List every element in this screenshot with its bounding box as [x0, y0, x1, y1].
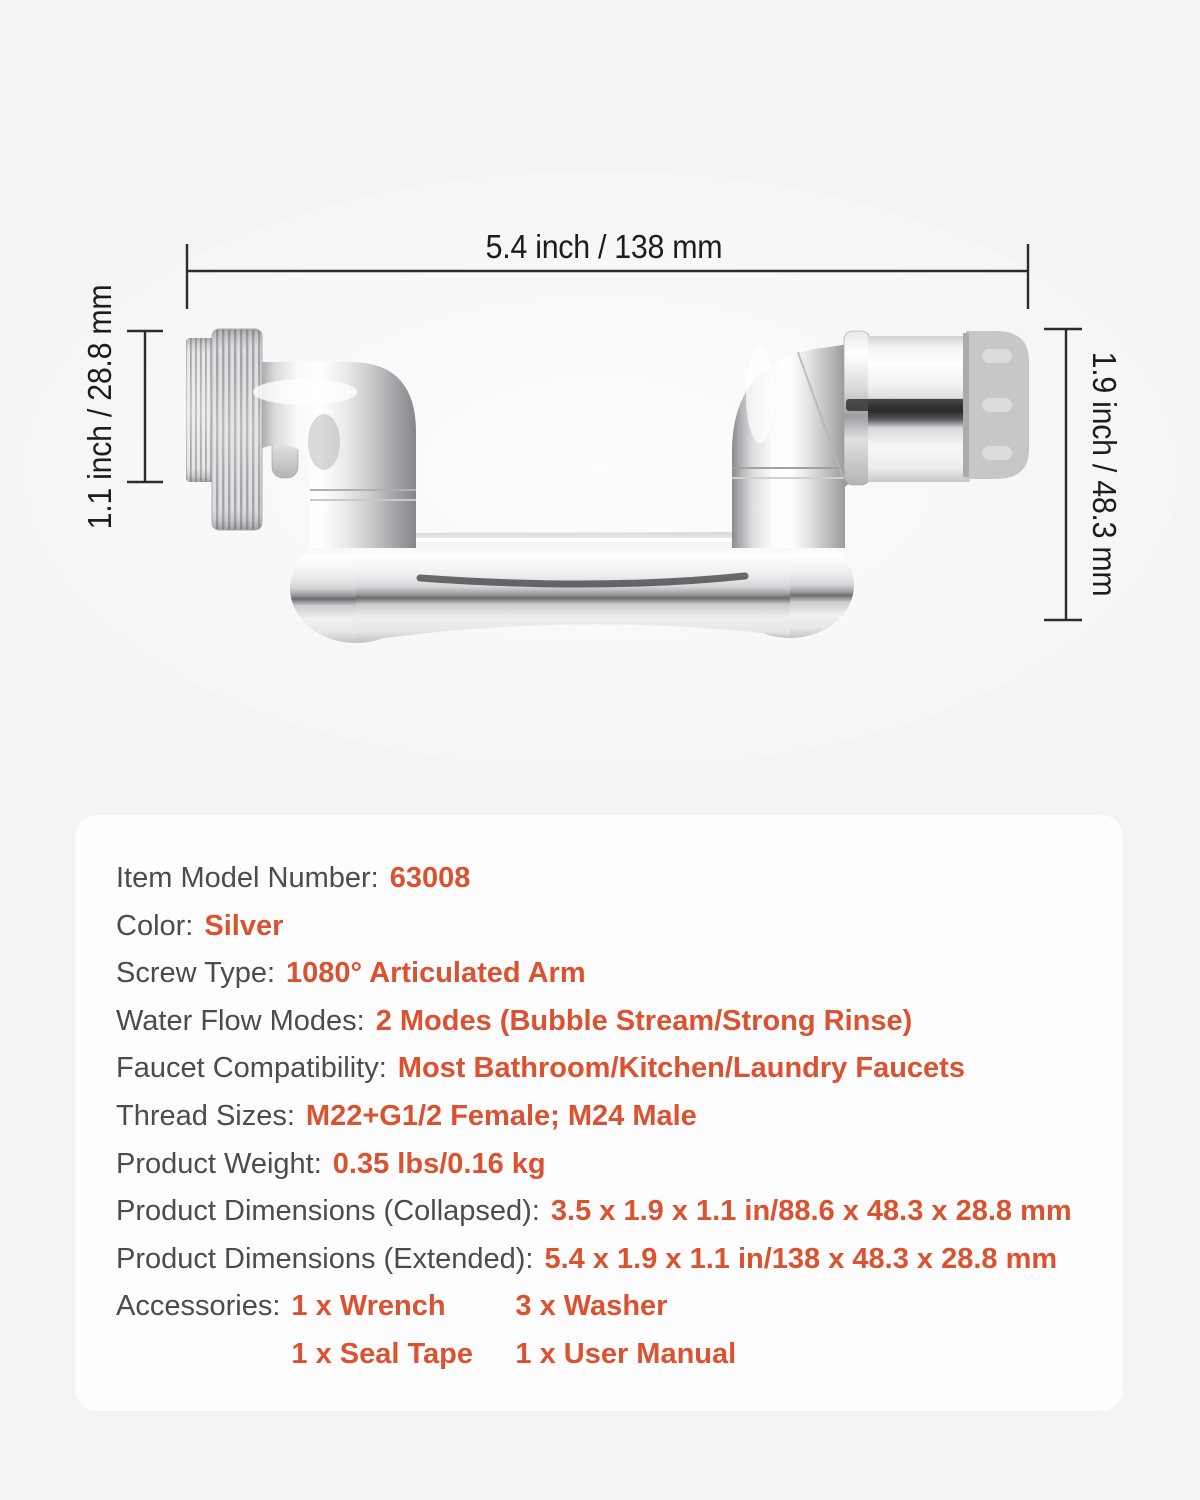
- spec-label: Water Flow Modes:: [116, 1004, 365, 1037]
- spec-row-accessories: [116, 1283, 1103, 1378]
- spec-row-product-weight: [116, 1141, 1103, 1189]
- spec-value: 63008: [389, 862, 471, 894]
- left-height-dimension-label: 1.1 inch / 28.8 mm: [81, 284, 118, 530]
- right-height-dimension-label: 1.9 inch / 48.3 mm: [1086, 351, 1123, 597]
- spec-value: M22+G1/2 Female; M24 Male: [305, 1099, 697, 1132]
- spec-label: Color:: [116, 909, 194, 942]
- spec-label: Screw Type:: [116, 957, 276, 990]
- spec-label: Product Dimensions (Extended):: [116, 1242, 534, 1275]
- width-dimension-label: 5.4 inch / 138 mm: [485, 228, 723, 265]
- spec-label: Item Model Number:: [116, 862, 379, 894]
- spec-row-faucet-compatibility: [116, 1045, 1103, 1093]
- spec-label: Accessories:: [116, 1290, 281, 1323]
- spec-value: 0.35 lbs/0.16 kg: [332, 1147, 546, 1180]
- spec-row-dimensions-extended: [116, 1236, 1103, 1284]
- aerator-cap: [963, 331, 1029, 479]
- accessory-item: 3 x Washer: [515, 1290, 668, 1323]
- spec-row-thread-sizes: [116, 1093, 1103, 1141]
- spec-label: Product Dimensions (Collapsed):: [116, 1195, 540, 1228]
- spec-value: 2 Modes (Bubble Stream/Strong Rinse): [375, 1004, 913, 1037]
- spec-row-model-number: [116, 855, 1103, 903]
- spray-head: [844, 331, 1029, 485]
- accessory-item: 1 x User Manual: [515, 1337, 737, 1370]
- accessory-item: 1 x Seal Tape: [291, 1337, 474, 1370]
- spec-row-color: [116, 903, 1103, 951]
- spec-row-screw-type: [116, 950, 1103, 998]
- spec-panel: [75, 815, 1123, 1411]
- accessory-item: 1 x Wrench: [291, 1290, 446, 1323]
- spec-row-dimensions-collapsed: [116, 1188, 1103, 1236]
- spec-value: 1080° Articulated Arm: [286, 957, 586, 990]
- spec-label: Product Weight:: [116, 1147, 322, 1180]
- spec-value: Most Bathroom/Kitchen/Laundry Faucets: [397, 1052, 965, 1085]
- spec-row-water-flow-modes: [116, 998, 1103, 1046]
- spec-value: 5.4 x 1.9 x 1.1 in/138 x 48.3 x 28.8 mm: [544, 1242, 1058, 1275]
- accessories-grid: [291, 1283, 736, 1378]
- spec-label: Faucet Compatibility:: [116, 1052, 387, 1085]
- spec-label: Thread Sizes:: [116, 1099, 295, 1132]
- spec-value: 3.5 x 1.9 x 1.1 in/88.6 x 48.3 x 28.8 mm: [550, 1195, 1072, 1228]
- spec-value: Silver: [204, 909, 284, 942]
- right-elbow-joint: [732, 344, 848, 548]
